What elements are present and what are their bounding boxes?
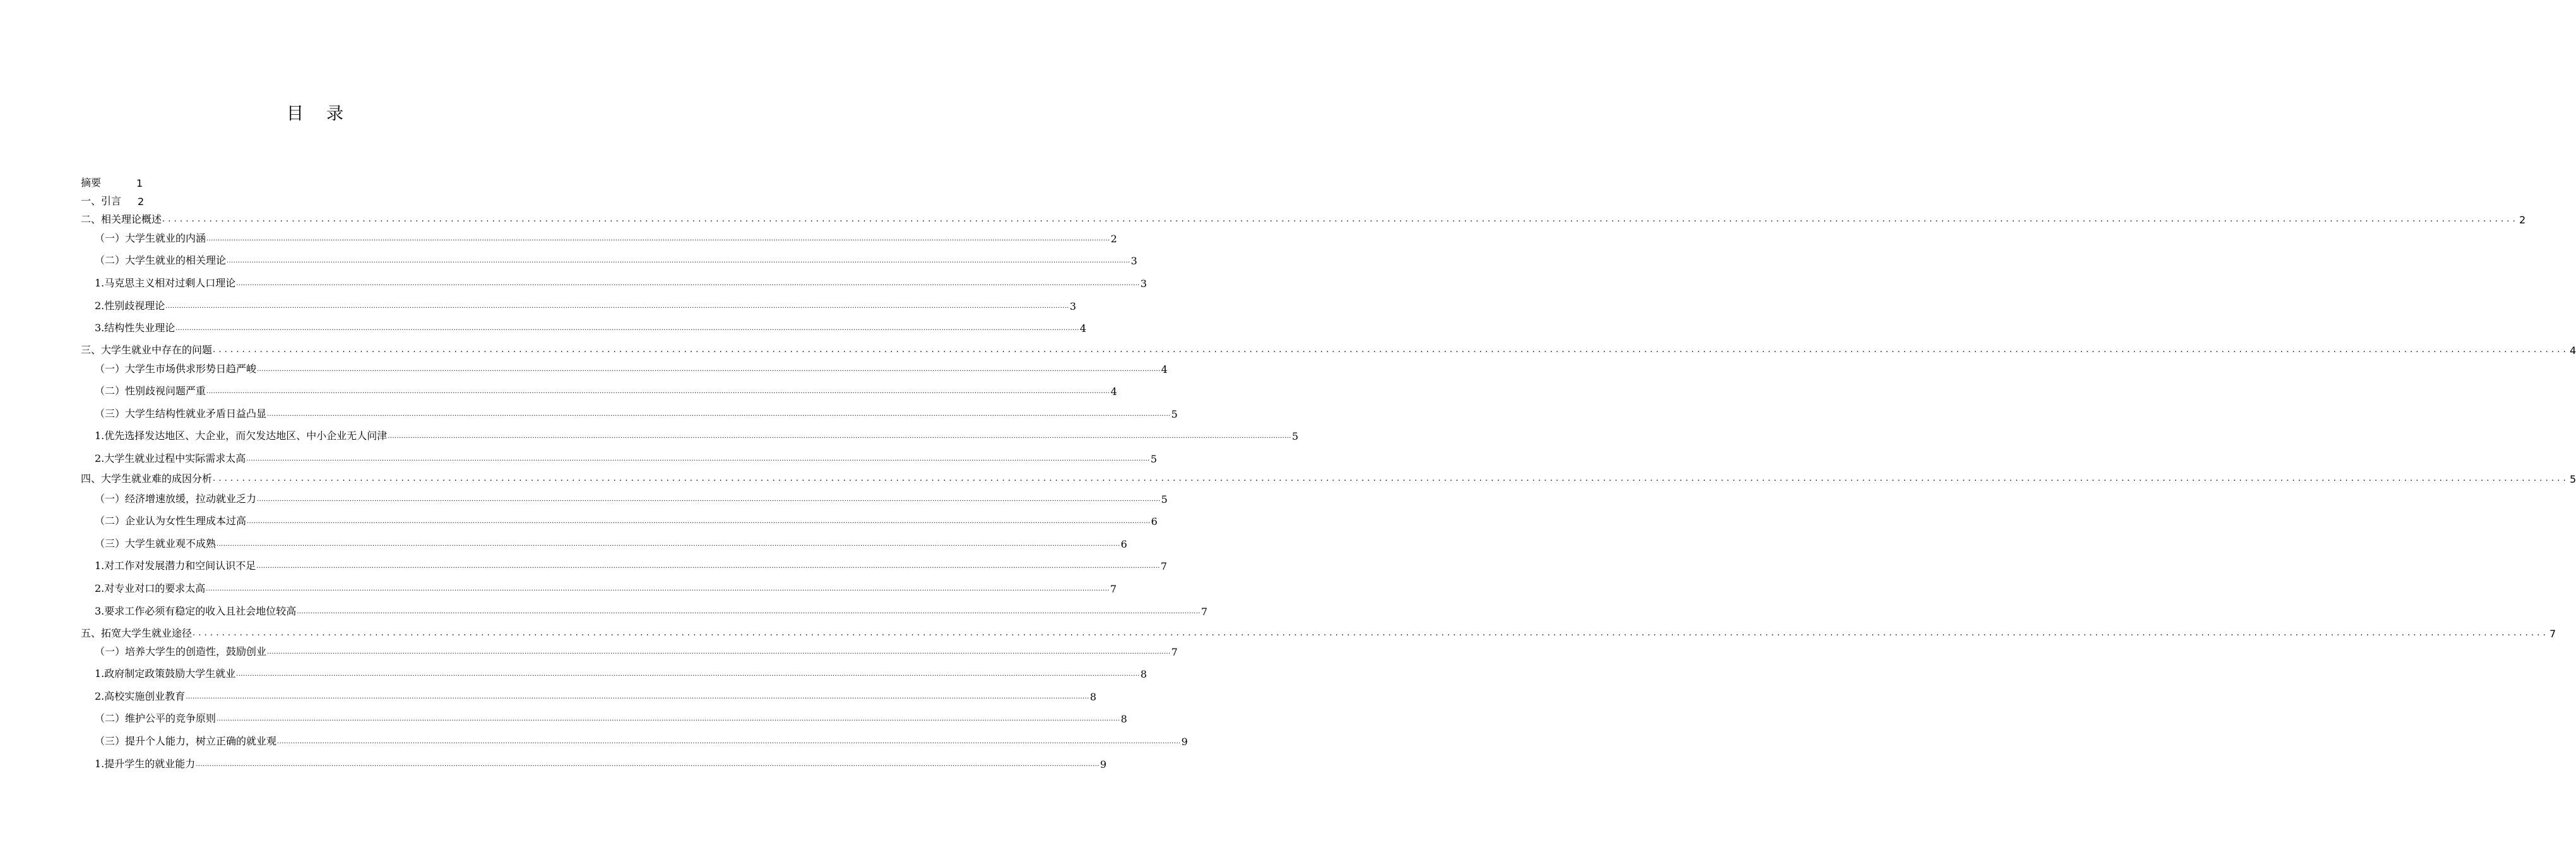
- toc-entry[interactable]: [95, 755, 1107, 770]
- toc-entry-page: 5: [1171, 408, 1178, 420]
- toc-entry-page: 2: [138, 196, 145, 208]
- toc-entry-label: 一、引言: [81, 195, 122, 207]
- toc-entry-label: 1.提升学生的就业能力: [95, 758, 196, 770]
- toc-entry-label: 3.结构性失业理论: [95, 322, 175, 334]
- toc-entry-label: （三）大学生就业观不成熟: [95, 538, 217, 550]
- toc-leader-dots: ................................................................................................................................................................................................................................................................................................................................................................................................................: [213, 345, 2569, 355]
- toc-entry[interactable]: [95, 360, 1168, 375]
- toc-entry-page: 1: [136, 177, 143, 189]
- toc-entry-label: 二、相关理论概述: [81, 213, 162, 225]
- toc-leader-dots: ................................................................................................................................................................................................................................................................................................................................................................................................................: [217, 541, 1120, 548]
- toc-leader-dots: ................................................................................................................................................................................................................................................................................................................................................................................................................: [257, 496, 1161, 503]
- toc-entry-page: 2: [1110, 233, 1117, 245]
- toc-entry[interactable]: [95, 382, 1117, 398]
- toc-entry-page: 8: [1120, 713, 1127, 725]
- toc-leader-dots: ................................................................................................................................................................................................................................................................................................................................................................................................................: [247, 518, 1151, 525]
- toc-entry[interactable]: [95, 405, 1178, 420]
- toc-entry-label: （二）性别歧视问题严重: [95, 385, 206, 397]
- toc-entry-label: 五、拓宽大学生就业途径: [81, 627, 193, 639]
- toc-leader-dots: ................................................................................................................................................................................................................................................................................................................................................................................................................: [217, 716, 1120, 722]
- toc-entry-label: （一）大学生就业的内涵: [95, 232, 206, 244]
- toc-leader-dots: ................................................................................................................................................................................................................................................................................................................................................................................................................: [267, 411, 1171, 418]
- toc-entry[interactable]: [95, 688, 1096, 703]
- toc-entry[interactable]: [81, 211, 2526, 226]
- toc-entry-page: 7: [2549, 628, 2556, 640]
- toc-entry-page: 6: [1151, 515, 1158, 527]
- toc-title-char-1: 目: [287, 104, 305, 124]
- toc-leader-dots: ................................................................................................................................................................................................................................................................................................................................................................................................................: [193, 628, 2549, 638]
- toc-entry[interactable]: [95, 230, 1117, 245]
- toc-entry[interactable]: [81, 192, 144, 208]
- toc-entry-page: 3: [1140, 278, 1147, 290]
- toc-entry-page: 4: [2569, 344, 2576, 356]
- toc-leader-dots: ................................................................................................................................................................................................................................................................................................................................................................................................................: [165, 303, 1069, 310]
- toc-entry-page: 3: [1069, 300, 1076, 312]
- toc-leader-dots: ................................................................................................................................................................................................................................................................................................................................................................................................................: [162, 215, 2519, 224]
- toc-entry-page: 9: [1181, 736, 1188, 748]
- toc-entry-label: （二）维护公平的竞争原则: [95, 712, 217, 724]
- toc-title-char-2: 录: [326, 104, 345, 124]
- toc-leader-dots: ................................................................................................................................................................................................................................................................................................................................................................................................................: [277, 738, 1181, 745]
- toc-leader-dots: ................................................................................................................................................................................................................................................................................................................................................................................................................: [227, 257, 1131, 264]
- toc-entry-label: 2.性别歧视理论: [95, 300, 165, 312]
- toc-entry-label: 2.大学生就业过程中实际需求太高: [95, 452, 246, 464]
- toc-entry-page: 5: [1161, 493, 1168, 505]
- toc-entry-label: 2.对专业对口的要求太高: [95, 582, 206, 594]
- toc-entry-page: 5: [1291, 430, 1298, 442]
- toc-entry[interactable]: [81, 470, 2576, 485]
- toc-entry-label: 1.马克思主义相对过剩人口理论: [95, 277, 236, 289]
- toc-title: [0, 100, 631, 124]
- toc-entry[interactable]: [95, 427, 1298, 442]
- toc-entry-label: （二）企业认为女性生理成本过高: [95, 515, 247, 527]
- toc-entry-page: 4: [1110, 386, 1117, 398]
- toc-entry[interactable]: [81, 341, 2576, 356]
- toc-leader-dots: ................................................................................................................................................................................................................................................................................................................................................................................................................: [213, 474, 2569, 483]
- toc-entry-label: 三、大学生就业中存在的问题: [81, 344, 213, 356]
- toc-entry-page: 5: [2569, 473, 2576, 485]
- toc-entry-page: 6: [1120, 538, 1127, 550]
- toc-entry[interactable]: [95, 580, 1117, 595]
- toc-entry[interactable]: [81, 625, 2556, 640]
- toc-entry-label: （一）大学生市场供求形势日趋严峻: [95, 363, 257, 375]
- toc-leader-dots: ................................................................................................................................................................................................................................................................................................................................................................................................................: [175, 325, 1079, 332]
- toc-entry[interactable]: [81, 174, 143, 189]
- toc-entry-page: 4: [1079, 322, 1086, 334]
- toc-entry[interactable]: [95, 603, 1208, 618]
- toc-leader-dots: ................................................................................................................................................................................................................................................................................................................................................................................................................: [206, 235, 1110, 242]
- toc-entry-label: 1.优先选择发达地区、大企业，而欠发达地区、中小企业无人问津: [95, 430, 388, 442]
- toc-entry-label: （一）培养大学生的创造性，鼓励创业: [95, 645, 267, 657]
- toc-entry-page: 4: [1161, 363, 1168, 375]
- toc-entry[interactable]: [95, 733, 1188, 748]
- toc-entry-page: 7: [1110, 583, 1117, 595]
- toc-entry-label: 摘要: [81, 177, 102, 189]
- toc-entry-page: 8: [1089, 691, 1096, 703]
- toc-leader-dots: ................................................................................................................................................................................................................................................................................................................................................................................................................: [206, 586, 1110, 592]
- toc-entry-page: 9: [1100, 758, 1107, 770]
- toc-entry-label: 3.要求工作必须有稳定的收入且社会地位较高: [95, 605, 297, 617]
- toc-entry-label: 1.政府制定政策鼓励大学生就业: [95, 668, 236, 680]
- toc-entry[interactable]: [95, 297, 1076, 312]
- toc-leader-dots: ................................................................................................................................................................................................................................................................................................................................................................................................................: [236, 280, 1140, 287]
- toc-entry[interactable]: [95, 512, 1158, 527]
- toc-leader-dots: ................................................................................................................................................................................................................................................................................................................................................................................................................: [257, 366, 1161, 373]
- toc-entry-label: （三）大学生结构性就业矛盾日益凸显: [95, 408, 267, 420]
- toc-leader-dots: ................................................................................................................................................................................................................................................................................................................................................................................................................: [388, 433, 1291, 440]
- toc-entry-page: 2: [2519, 214, 2526, 226]
- toc-entry[interactable]: [95, 490, 1168, 505]
- toc-entry-label: （一）经济增速放缓，拉动就业乏力: [95, 493, 257, 505]
- toc-entry-page: 7: [1171, 646, 1178, 658]
- toc-leader-dots: ................................................................................................................................................................................................................................................................................................................................................................................................................: [196, 761, 1100, 768]
- toc-entry-page: 5: [1150, 453, 1157, 465]
- toc-entry[interactable]: [95, 665, 1147, 680]
- toc-entry-label: 1.对工作对发展潜力和空间认识不足: [95, 560, 256, 572]
- toc-entry-label: （三）提升个人能力，树立正确的就业观: [95, 735, 277, 747]
- toc-leader-dots: ................................................................................................................................................................................................................................................................................................................................................................................................................: [246, 456, 1150, 462]
- toc-entry-page: 7: [1160, 560, 1167, 572]
- toc-leader-dots: ................................................................................................................................................................................................................................................................................................................................................................................................................: [297, 608, 1201, 615]
- toc-entry-label: 四、大学生就业难的成因分析: [81, 473, 213, 485]
- toc-entry[interactable]: [95, 643, 1178, 658]
- toc-entry[interactable]: [95, 710, 1127, 725]
- toc-leader-dots: ................................................................................................................................................................................................................................................................................................................................................................................................................: [256, 563, 1160, 570]
- toc-leader-dots: ................................................................................................................................................................................................................................................................................................................................................................................................................: [267, 649, 1171, 656]
- toc-entry[interactable]: [95, 535, 1127, 550]
- toc-entry-page: 3: [1131, 255, 1137, 267]
- toc-entry[interactable]: [95, 274, 1147, 290]
- toc-entry-page: 8: [1140, 668, 1147, 680]
- toc-entry[interactable]: [95, 252, 1137, 267]
- toc-leader-dots: ................................................................................................................................................................................................................................................................................................................................................................................................................: [186, 693, 1089, 700]
- toc-entry-label: （二）大学生就业的相关理论: [95, 254, 227, 266]
- toc-entry-page: 7: [1201, 606, 1208, 618]
- toc-leader-dots: ................................................................................................................................................................................................................................................................................................................................................................................................................: [236, 671, 1140, 678]
- toc-entry[interactable]: [95, 557, 1167, 572]
- toc-entry-label: 2.高校实施创业教育: [95, 690, 186, 702]
- toc-entry[interactable]: [95, 450, 1157, 465]
- toc-leader-dots: ................................................................................................................................................................................................................................................................................................................................................................................................................: [206, 388, 1110, 395]
- toc-entry[interactable]: [95, 319, 1086, 334]
